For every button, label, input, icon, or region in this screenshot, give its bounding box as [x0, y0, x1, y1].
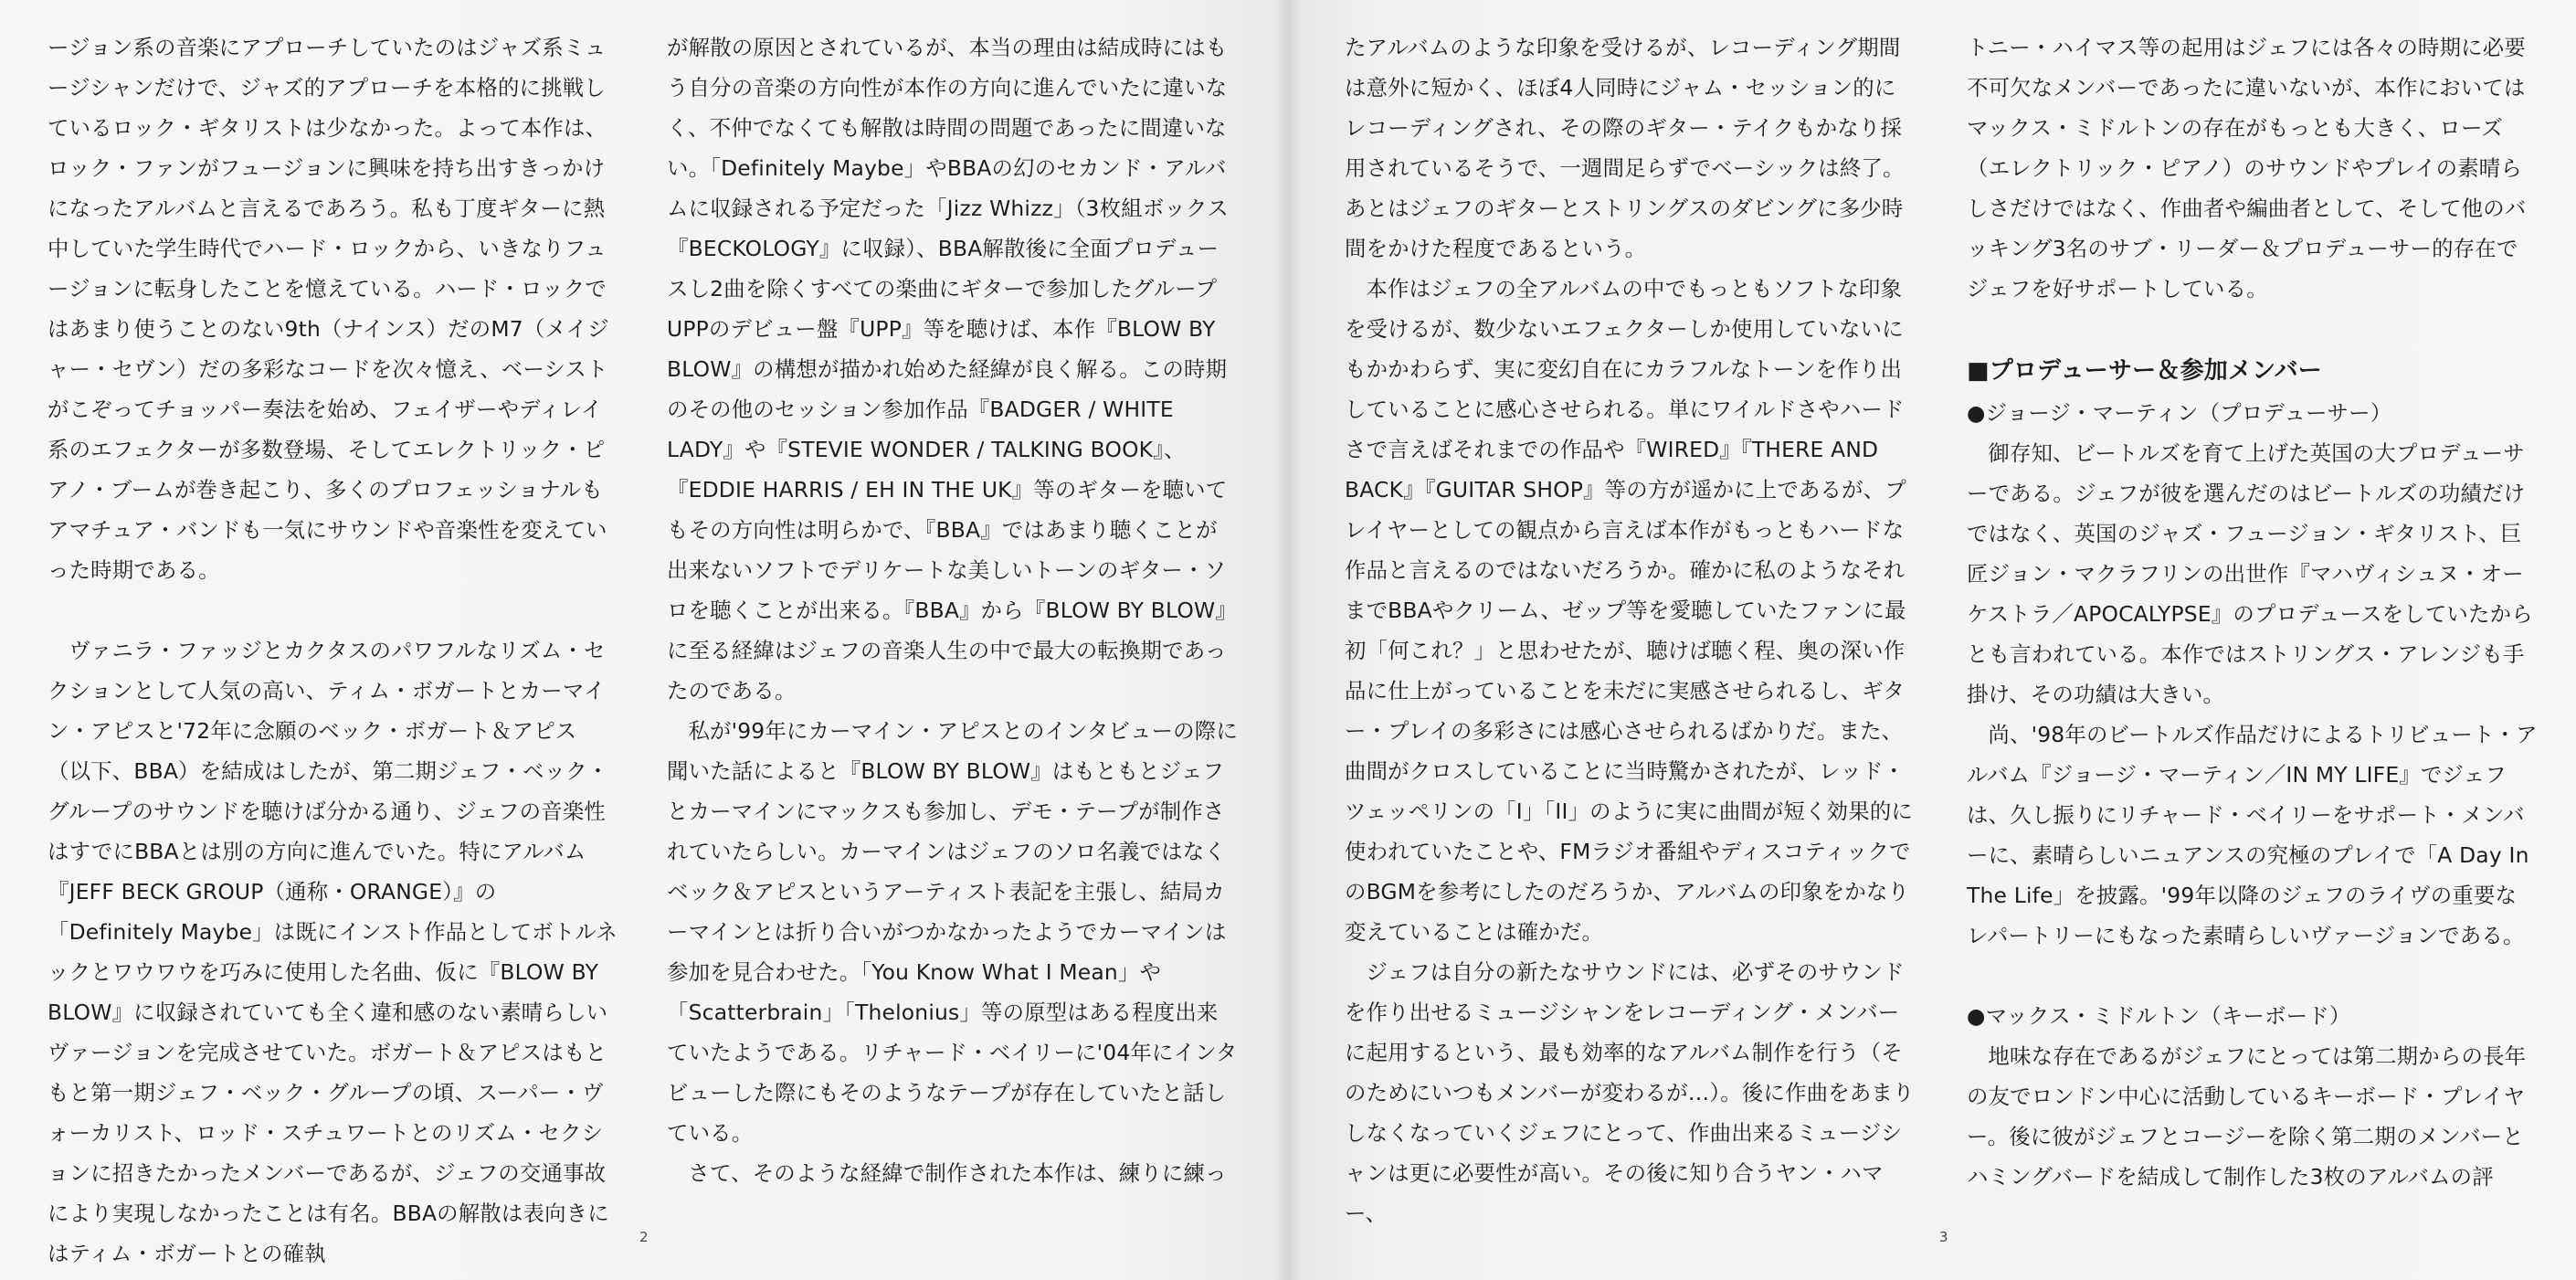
member-heading: ●マックス・ミドルトン（キーボード） [1967, 1003, 2351, 1029]
paragraph: 本作はジェフの全アルバムの中でもっともソフトな印象を受けるが、数少ないエフェクターしか使用していないにもかかわらず、実に変幻自在にカラフルなトーンを作り出していることに感心させられる。単にワイルドさやハードさで言えばそれまでの作品や『WIRED』『THERE AND BACK』『GUITAR SHOP』等の方が遥かに上であるが、プレイヤーとしての観点から言えば本作がもっともハードな作品と言えるのではないだろうか。確かに私のようなそれまでBBAやクリーム、ゼップ等を愛聴していたファンに最初「何これ？」と思わせたが、聴けば聴く程、奥の深い作品に仕上がっていることを未だに実感させられるし、ギター・プレイの多彩さには感心させられるばかりだ。また、曲間がクロスしていることに当時驚かされたが、レッド・ツェッペリンの「I」「II」のように実に曲間が短く効果的に使われていたことや、FMラジオ番組やディスコティックでのBGMを参考にしたのだろうか、アルバムの印象をかなり変えていることは確かだ。 [1345, 276, 1914, 945]
section-heading: ■プロデューサー＆参加メンバー [1967, 357, 2322, 385]
paragraph: 地味な存在であるがジェフにとっては第二期からの長年の友でロンドン中心に活動しているキーボード・プレイヤー。後に彼がジェフとコージーを除く第二期のメンバーとハミングバードを結成して制作した3枚のアルバムの評 [1967, 1043, 2527, 1190]
page-number-right: 3 [1939, 1229, 1948, 1245]
book-gutter [1274, 0, 1302, 1280]
right-page [1288, 0, 2576, 1280]
paragraph: 私が'99年にカーマイン・アピスとのインタビューの際に聞いた話によると『BLOW BY BLOW』はもともとジェフとカーマインにマックスも参加し、デモ・テープが制作されていたらしい。カーマインはジェフのソロ名義ではなくベック＆アピスというアーティスト表記を主張し、結局カーマインとは折り合いがつかなかったようでカーマインは参加を見合わせた。「You Know What I Mean」や「Scatterbrain」「Thelonius」等の原型はある程度出来ていたようである。リチャード・ベイリーに'04年にインタビューした際にもそのようなテープが存在していたと話している。 [667, 718, 1238, 1146]
paragraph: 御存知、ビートルズを育て上げた英国の大プロデューサーである。ジェフが彼を選んだのはビートルズの功績だけではなく、英国のジャズ・フュージョン・ギタリスト、巨匠ジョン・マクラフリンの出世作『マハヴィシュヌ・オーケストラ／APOCALYPSE』のプロデュースをしていたからとも言われている。本作ではストリングス・アレンジも手掛け、その功績は大きい。 [1967, 440, 2533, 707]
right-column-1 [1345, 27, 1916, 1233]
paragraph: さて、そのような経緯で制作された本作は、練りに練っ [688, 1160, 1227, 1186]
paragraph: たアルバムのような印象を受けるが、レコーディング期間は意外に短かく、ほぼ4人同時にジャム・セッション的にレコーディングされ、その際のギター・テイクもかなり採用されているそうで、一週間足らずでベーシックは終了。あとはジェフのギターとストリングスのダビングに多少時間をかけた程度であるという。 [1345, 35, 1905, 261]
paragraph: ジェフは自分の新たなサウンドには、必ずそのサウンドを作り出せるミュージシャンをレコーディング・メンバーに起用するという、最も効率的なアルバム制作を行う（そのためにいつもメンバーが変わるが…）。後に作曲をあまりしなくなっていくジェフにとって、作曲出来るミュージシャンは更に必要性が高い。その後に知り合うヤン・ハマー、 [1345, 959, 1915, 1226]
right-column-2 [1967, 27, 2538, 1197]
paragraph: ージョン系の音楽にアプローチしていたのはジャズ系ミュージシャンだけで、ジャズ的アプローチを本格的に挑戦しているロック・ギタリストは少なかった。よって本作は、ロック・ファンがフュージョンに興味を持ち出すきっかけになったアルバムと言えるであろう。私も丁度ギターに熱中していた学生時代でハード・ロックから、いきなりフュージョンに転身したことを憶えている。ハード・ロックではあまり使うことのない9th（ナインス）だのM7（メイジャー・セヴン）だの多彩なコードを次々憶え、ベーシストがこぞってチョッパー奏法を始め、フェイザーやディレイ系のエフェクターが多数登場、そしてエレクトリック・ピアノ・ブームが巻き起こり、多くのプロフェッショナルもアマチュア・バンドも一気にサウンドや音楽性を変えていった時期である。 [48, 35, 609, 583]
paragraph: が解散の原因とされているが、本当の理由は結成時にはもう自分の音楽の方向性が本作の方向に進んでいたに違いなく、不仲でなくても解散は時間の問題であったに間違いない。「Definitely Maybe」やBBAの幻のセカンド・アルバムに収録される予定だった「Jizz Whizz」（3枚組ボックス『BECKOLOGY』に収録）、BBA解散後に全面プロデュースし2曲を除くすべての楽曲にギターで参加したグループUPPのデビュー盤『UPP』等を聴けば、本作『BLOW BY BLOW』の構想が描かれ始めた経緯が良く解る。この時期のその他のセッション参加作品『BADGER / WHITE LADY』や『STEVIE WONDER / TALKING BOOK』、『EDDIE HARRIS / EH IN THE UK』等のギターを聴いてもその方向性は明らかで、『BBA』ではあまり聴くことが出来ないソフトでデリケートな美しいトーンのギター・ソロを聴くことが出来る。『BBA』から『BLOW BY BLOW』に至る経緯はジェフの音楽人生の中で最大の転換期であったのである。 [667, 35, 1237, 703]
paragraph: 尚、'98年のビートルズ作品だけによるトリビュート・アルバム『ジョージ・マーティン／IN MY LIFE』でジェフは、久し振りにリチャード・ベイリーをサポート・メンバーに、素晴らしいニュアンスの究極のプレイで「A Day In The Life」を披露。'99年以降のジェフのライヴの重要なレパートリーにもなった素晴らしいヴァージョンである。 [1967, 722, 2538, 948]
page-number-left: 2 [639, 1229, 649, 1245]
member-heading: ●ジョージ・マーティン（プロデューサー） [1967, 400, 2392, 426]
paragraph: ヴァニラ・ファッジとカクタスのパワフルなリズム・セクションとして人気の高い、ティム・ボガートとカーマイン・アピスと'72年に念願のベック・ボガート＆アピス（以下、BBA）を結成はしたが、第二期ジェフ・ベック・グループのサウンドを聴けば分かる通り、ジェフの音楽性はすでにBBAとは別の方向に進んでいた。特にアルバム『JEFF BECK GROUP（通称・ORANGE）』の「Definitely Maybe」は既にインスト作品としてボトルネックとワウワウを巧みに使用した名曲、仮に『BLOW BY BLOW』に収録されていても全く違和感のない素晴らしいヴァージョンを完成させていた。ボガート＆アピスはもともと第一期ジェフ・ベック・グループの頃、スーパー・ヴォーカリスト、ロッド・スチュワートとのリズム・セクションに招きたかったメンバーであるが、ジェフの交通事故により実現しなかったことは有名。BBAの解散は表向きにはティム・ボガートとの確執 [48, 638, 618, 1266]
left-column-2 [667, 27, 1238, 1193]
paragraph: トニー・ハイマス等の起用はジェフには各々の時期に必要不可欠なメンバーであったに違いないが、本作においてはマックス・ミドルトンの存在がもっとも大きく、ローズ（エレクトリック・ピアノ）のサウンドやプレイの素晴らしさだけではなく、作曲者や編曲者として、そして他のバッキング3名のサブ・リーダー＆プロデューサー的存在でジェフを好サポートしている。 [1967, 35, 2527, 301]
left-column-1 [48, 27, 618, 1274]
